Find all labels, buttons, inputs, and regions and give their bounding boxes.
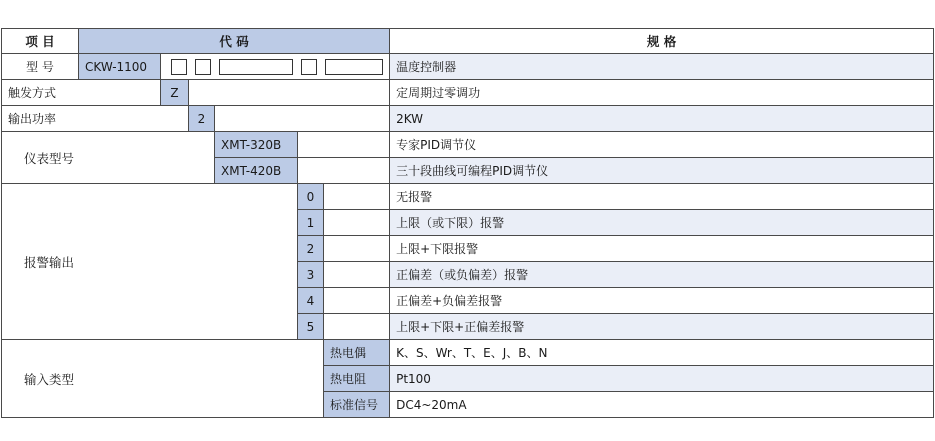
alarm-spec: 正偏差+负偏差报警 bbox=[390, 288, 934, 314]
code-box-trigger bbox=[171, 59, 187, 75]
input-spec: DC4~20mA bbox=[390, 392, 934, 418]
alarm-row bbox=[2, 184, 934, 210]
alarm-code: 5 bbox=[298, 314, 324, 340]
header-row bbox=[2, 29, 934, 54]
meter-row bbox=[2, 132, 934, 158]
alarm-code: 1 bbox=[298, 210, 324, 236]
model-spec: 温度控制器 bbox=[390, 54, 934, 80]
model-code-boxes bbox=[161, 54, 390, 80]
code-box-alarm bbox=[301, 59, 317, 75]
meter-code: XMT-420B bbox=[215, 158, 298, 184]
power-row bbox=[2, 106, 934, 132]
input-code: 热电偶 bbox=[324, 340, 390, 366]
meter-label: 仪表型号 bbox=[2, 132, 215, 184]
alarm-label: 报警输出 bbox=[2, 184, 298, 340]
alarm-spec: 上限（或下限）报警 bbox=[390, 210, 934, 236]
alarm-spec: 上限+下限报警 bbox=[390, 236, 934, 262]
code-box-meter bbox=[219, 59, 293, 75]
alarm-code: 4 bbox=[298, 288, 324, 314]
trigger-row bbox=[2, 80, 934, 106]
model-label: 型 号 bbox=[2, 54, 79, 80]
power-label: 输出功率 bbox=[2, 106, 189, 132]
alarm-code: 2 bbox=[298, 236, 324, 262]
alarm-code: 0 bbox=[298, 184, 324, 210]
header-item: 项 目 bbox=[2, 29, 79, 54]
alarm-spec: 正偏差（或负偏差）报警 bbox=[390, 262, 934, 288]
power-code: 2 bbox=[189, 106, 215, 132]
input-code: 标准信号 bbox=[324, 392, 390, 418]
header-code: 代 码 bbox=[79, 29, 390, 54]
trigger-spec: 定周期过零调功 bbox=[390, 80, 934, 106]
alarm-spec: 无报警 bbox=[390, 184, 934, 210]
input-label: 输入类型 bbox=[2, 340, 324, 418]
trigger-label: 触发方式 bbox=[2, 80, 161, 106]
input-spec: K、S、Wr、T、E、J、B、N bbox=[390, 340, 934, 366]
meter-code: XMT-320B bbox=[215, 132, 298, 158]
code-box-power bbox=[195, 59, 211, 75]
meter-spec: 专家PID调节仪 bbox=[390, 132, 934, 158]
power-spec: 2KW bbox=[390, 106, 934, 132]
alarm-spec: 上限+下限+正偏差报警 bbox=[390, 314, 934, 340]
input-row bbox=[2, 340, 934, 366]
code-box-input bbox=[325, 59, 383, 75]
trigger-code: Z bbox=[161, 80, 189, 106]
input-code: 热电阻 bbox=[324, 366, 390, 392]
alarm-code: 3 bbox=[298, 262, 324, 288]
input-spec: Pt100 bbox=[390, 366, 934, 392]
model-row bbox=[2, 54, 934, 80]
meter-spec: 三十段曲线可编程PID调节仪 bbox=[390, 158, 934, 184]
header-spec: 规 格 bbox=[390, 29, 934, 54]
model-code: CKW-1100 bbox=[79, 54, 161, 80]
spec-table bbox=[1, 28, 934, 418]
